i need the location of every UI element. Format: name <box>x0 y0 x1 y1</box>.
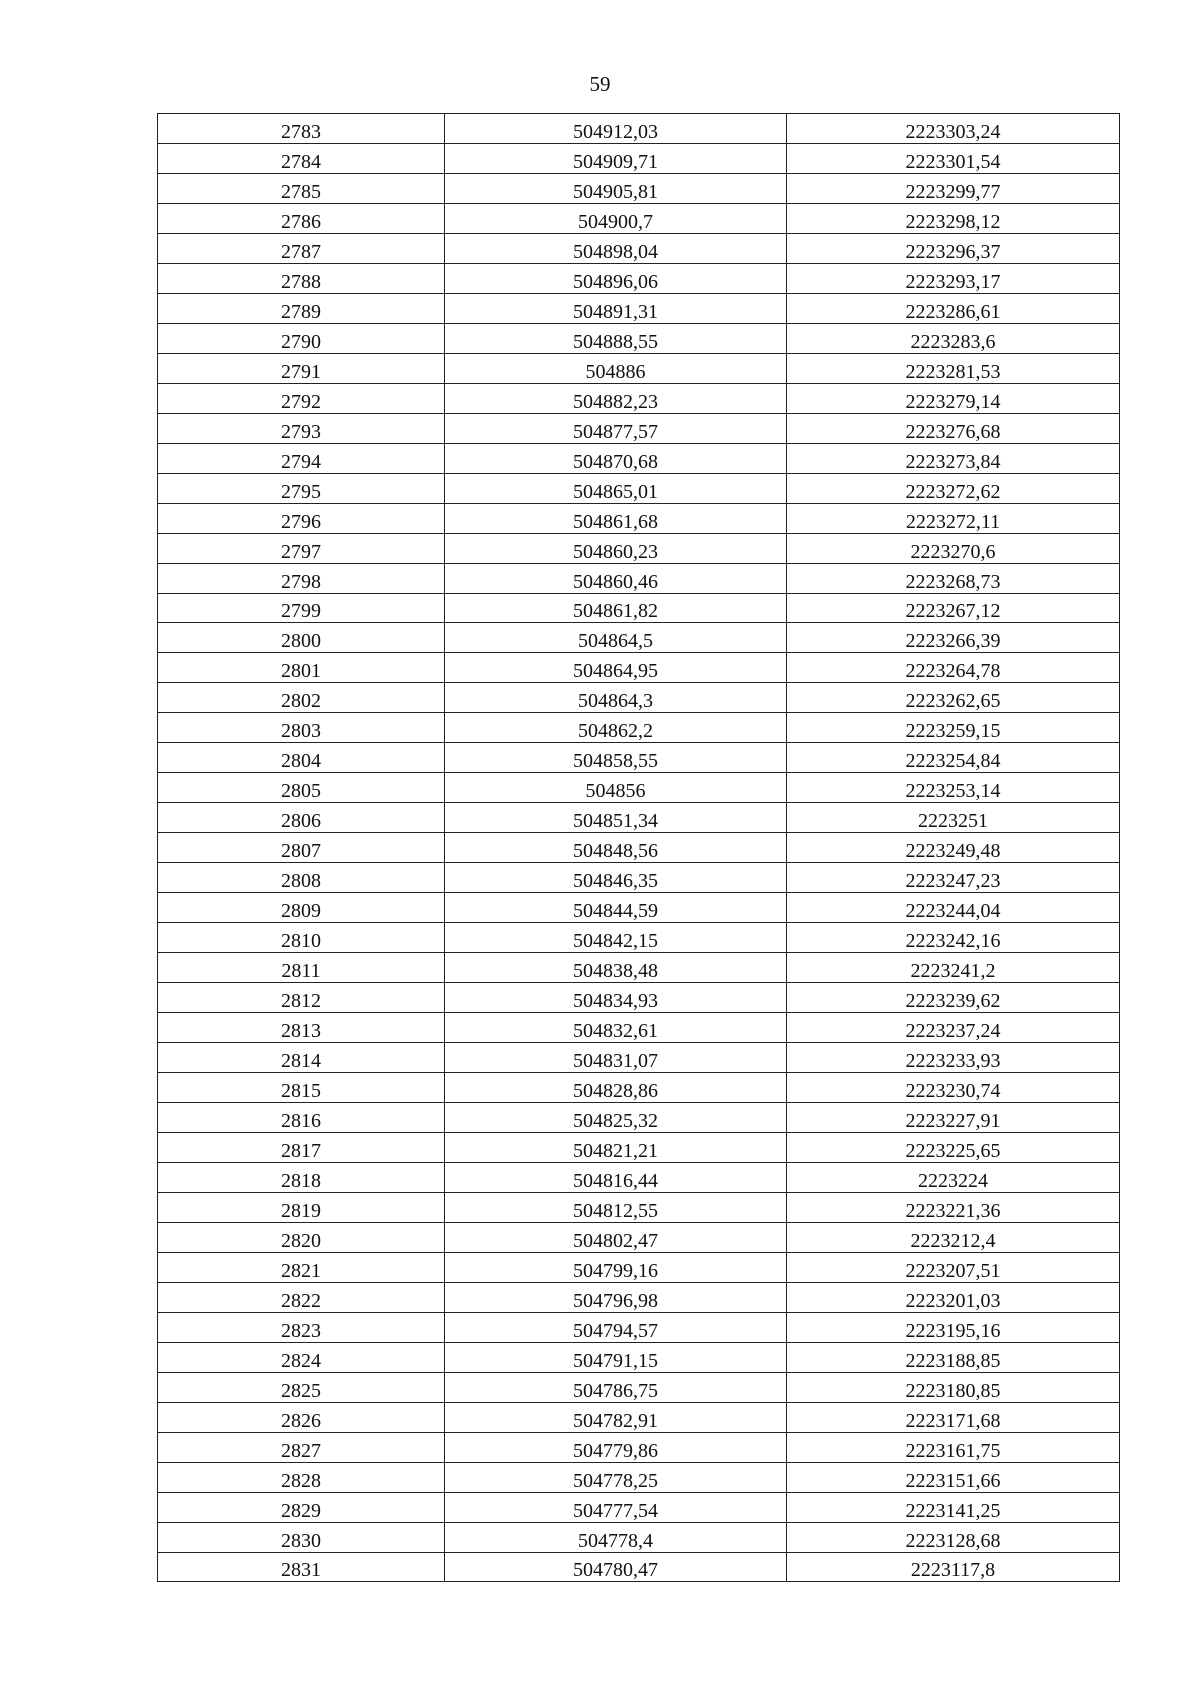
point-number-cell: 2786 <box>158 203 445 233</box>
x-coordinate-cell: 504831,07 <box>445 1043 787 1073</box>
table-row <box>158 1462 1120 1492</box>
x-coordinate-cell: 504888,55 <box>445 323 787 353</box>
x-coordinate-cell: 504912,03 <box>445 114 787 144</box>
table-row <box>158 923 1120 953</box>
point-number-cell: 2792 <box>158 383 445 413</box>
y-coordinate-cell: 2223268,73 <box>787 563 1120 593</box>
x-coordinate-cell: 504862,2 <box>445 713 787 743</box>
y-coordinate-cell: 2223247,23 <box>787 863 1120 893</box>
y-coordinate-cell: 2223273,84 <box>787 443 1120 473</box>
x-coordinate-cell: 504860,23 <box>445 533 787 563</box>
point-number-cell: 2818 <box>158 1162 445 1192</box>
table-row <box>158 1013 1120 1043</box>
x-coordinate-cell: 504796,98 <box>445 1282 787 1312</box>
point-number-cell: 2793 <box>158 413 445 443</box>
table-row <box>158 233 1120 263</box>
table-row <box>158 803 1120 833</box>
y-coordinate-cell: 2223283,6 <box>787 323 1120 353</box>
y-coordinate-cell: 2223180,85 <box>787 1372 1120 1402</box>
table-row <box>158 173 1120 203</box>
point-number-cell: 2812 <box>158 983 445 1013</box>
x-coordinate-cell: 504861,82 <box>445 593 787 623</box>
point-number-cell: 2814 <box>158 1043 445 1073</box>
table-row <box>158 1043 1120 1073</box>
table-row <box>158 953 1120 983</box>
coordinates-table <box>157 113 1120 1582</box>
x-coordinate-cell: 504896,06 <box>445 263 787 293</box>
x-coordinate-cell: 504864,3 <box>445 683 787 713</box>
x-coordinate-cell: 504832,61 <box>445 1013 787 1043</box>
x-coordinate-cell: 504864,5 <box>445 623 787 653</box>
y-coordinate-cell: 2223276,68 <box>787 413 1120 443</box>
table-row <box>158 983 1120 1013</box>
x-coordinate-cell: 504858,55 <box>445 743 787 773</box>
table-row <box>158 893 1120 923</box>
point-number-cell: 2815 <box>158 1073 445 1103</box>
point-number-cell: 2831 <box>158 1552 445 1582</box>
point-number-cell: 2802 <box>158 683 445 713</box>
y-coordinate-cell: 2223151,66 <box>787 1462 1120 1492</box>
page-number: 59 <box>589 72 611 96</box>
x-coordinate-cell: 504905,81 <box>445 173 787 203</box>
x-coordinate-cell: 504778,25 <box>445 1462 787 1492</box>
point-number-cell: 2805 <box>158 773 445 803</box>
table-row <box>158 1252 1120 1282</box>
table-row <box>158 1132 1120 1162</box>
point-number-cell: 2787 <box>158 233 445 263</box>
table-row <box>158 443 1120 473</box>
point-number-cell: 2819 <box>158 1192 445 1222</box>
point-number-cell: 2799 <box>158 593 445 623</box>
x-coordinate-cell: 504882,23 <box>445 383 787 413</box>
x-coordinate-cell: 504842,15 <box>445 923 787 953</box>
y-coordinate-cell: 2223230,74 <box>787 1073 1120 1103</box>
table-row <box>158 1073 1120 1103</box>
y-coordinate-cell: 2223272,62 <box>787 473 1120 503</box>
y-coordinate-cell: 2223249,48 <box>787 833 1120 863</box>
y-coordinate-cell: 2223207,51 <box>787 1252 1120 1282</box>
table-row <box>158 1282 1120 1312</box>
y-coordinate-cell: 2223266,39 <box>787 623 1120 653</box>
y-coordinate-cell: 2223239,62 <box>787 983 1120 1013</box>
table-row <box>158 773 1120 803</box>
point-number-cell: 2810 <box>158 923 445 953</box>
point-number-cell: 2829 <box>158 1492 445 1522</box>
y-coordinate-cell: 2223281,53 <box>787 353 1120 383</box>
table-row <box>158 323 1120 353</box>
point-number-cell: 2825 <box>158 1372 445 1402</box>
y-coordinate-cell: 2223242,16 <box>787 923 1120 953</box>
table-row <box>158 353 1120 383</box>
x-coordinate-cell: 504786,75 <box>445 1372 787 1402</box>
table-row <box>158 1522 1120 1552</box>
y-coordinate-cell: 2223301,54 <box>787 143 1120 173</box>
y-coordinate-cell: 2223212,4 <box>787 1222 1120 1252</box>
table-row <box>158 833 1120 863</box>
point-number-cell: 2794 <box>158 443 445 473</box>
x-coordinate-cell: 504834,93 <box>445 983 787 1013</box>
point-number-cell: 2808 <box>158 863 445 893</box>
x-coordinate-cell: 504891,31 <box>445 293 787 323</box>
x-coordinate-cell: 504877,57 <box>445 413 787 443</box>
y-coordinate-cell: 2223244,04 <box>787 893 1120 923</box>
y-coordinate-cell: 2223224 <box>787 1162 1120 1192</box>
coordinates-table-body <box>158 114 1120 1582</box>
table-row <box>158 653 1120 683</box>
table-row <box>158 1552 1120 1582</box>
point-number-cell: 2798 <box>158 563 445 593</box>
point-number-cell: 2807 <box>158 833 445 863</box>
table-row <box>158 383 1120 413</box>
y-coordinate-cell: 2223293,17 <box>787 263 1120 293</box>
table-row <box>158 263 1120 293</box>
point-number-cell: 2806 <box>158 803 445 833</box>
x-coordinate-cell: 504778,4 <box>445 1522 787 1552</box>
x-coordinate-cell: 504848,56 <box>445 833 787 863</box>
y-coordinate-cell: 2223171,68 <box>787 1402 1120 1432</box>
x-coordinate-cell: 504825,32 <box>445 1102 787 1132</box>
x-coordinate-cell: 504838,48 <box>445 953 787 983</box>
point-number-cell: 2821 <box>158 1252 445 1282</box>
x-coordinate-cell: 504777,54 <box>445 1492 787 1522</box>
table-row <box>158 114 1120 144</box>
y-coordinate-cell: 2223195,16 <box>787 1312 1120 1342</box>
point-number-cell: 2813 <box>158 1013 445 1043</box>
y-coordinate-cell: 2223262,65 <box>787 683 1120 713</box>
table-row <box>158 1342 1120 1372</box>
point-number-cell: 2790 <box>158 323 445 353</box>
y-coordinate-cell: 2223221,36 <box>787 1192 1120 1222</box>
point-number-cell: 2801 <box>158 653 445 683</box>
table-row <box>158 863 1120 893</box>
table-row <box>158 1372 1120 1402</box>
point-number-cell: 2828 <box>158 1462 445 1492</box>
point-number-cell: 2797 <box>158 533 445 563</box>
point-number-cell: 2826 <box>158 1402 445 1432</box>
point-number-cell: 2830 <box>158 1522 445 1552</box>
point-number-cell: 2822 <box>158 1282 445 1312</box>
x-coordinate-cell: 504898,04 <box>445 233 787 263</box>
x-coordinate-cell: 504909,71 <box>445 143 787 173</box>
y-coordinate-cell: 2223272,11 <box>787 503 1120 533</box>
point-number-cell: 2827 <box>158 1432 445 1462</box>
table-row <box>158 593 1120 623</box>
y-coordinate-cell: 2223286,61 <box>787 293 1120 323</box>
x-coordinate-cell: 504802,47 <box>445 1222 787 1252</box>
point-number-cell: 2803 <box>158 713 445 743</box>
y-coordinate-cell: 2223298,12 <box>787 203 1120 233</box>
x-coordinate-cell: 504844,59 <box>445 893 787 923</box>
y-coordinate-cell: 2223267,12 <box>787 593 1120 623</box>
table-row <box>158 1312 1120 1342</box>
x-coordinate-cell: 504900,7 <box>445 203 787 233</box>
point-number-cell: 2784 <box>158 143 445 173</box>
point-number-cell: 2796 <box>158 503 445 533</box>
point-number-cell: 2816 <box>158 1102 445 1132</box>
table-row <box>158 413 1120 443</box>
point-number-cell: 2783 <box>158 114 445 144</box>
x-coordinate-cell: 504794,57 <box>445 1312 787 1342</box>
x-coordinate-cell: 504851,34 <box>445 803 787 833</box>
x-coordinate-cell: 504828,86 <box>445 1073 787 1103</box>
y-coordinate-cell: 2223237,24 <box>787 1013 1120 1043</box>
table-row <box>158 1192 1120 1222</box>
y-coordinate-cell: 2223241,2 <box>787 953 1120 983</box>
x-coordinate-cell: 504856 <box>445 773 787 803</box>
y-coordinate-cell: 2223279,14 <box>787 383 1120 413</box>
table-row <box>158 1102 1120 1132</box>
y-coordinate-cell: 2223161,75 <box>787 1432 1120 1462</box>
y-coordinate-cell: 2223233,93 <box>787 1043 1120 1073</box>
y-coordinate-cell: 2223227,91 <box>787 1102 1120 1132</box>
x-coordinate-cell: 504791,15 <box>445 1342 787 1372</box>
y-coordinate-cell: 2223303,24 <box>787 114 1120 144</box>
x-coordinate-cell: 504779,86 <box>445 1432 787 1462</box>
x-coordinate-cell: 504886 <box>445 353 787 383</box>
table-row <box>158 743 1120 773</box>
y-coordinate-cell: 2223264,78 <box>787 653 1120 683</box>
x-coordinate-cell: 504870,68 <box>445 443 787 473</box>
table-row <box>158 1432 1120 1462</box>
y-coordinate-cell: 2223225,65 <box>787 1132 1120 1162</box>
point-number-cell: 2811 <box>158 953 445 983</box>
point-number-cell: 2788 <box>158 263 445 293</box>
x-coordinate-cell: 504865,01 <box>445 473 787 503</box>
y-coordinate-cell: 2223253,14 <box>787 773 1120 803</box>
y-coordinate-cell: 2223141,25 <box>787 1492 1120 1522</box>
point-number-cell: 2809 <box>158 893 445 923</box>
point-number-cell: 2817 <box>158 1132 445 1162</box>
table-row <box>158 623 1120 653</box>
y-coordinate-cell: 2223259,15 <box>787 713 1120 743</box>
point-number-cell: 2800 <box>158 623 445 653</box>
table-row <box>158 1492 1120 1522</box>
point-number-cell: 2789 <box>158 293 445 323</box>
point-number-cell: 2791 <box>158 353 445 383</box>
point-number-cell: 2804 <box>158 743 445 773</box>
y-coordinate-cell: 2223251 <box>787 803 1120 833</box>
x-coordinate-cell: 504799,16 <box>445 1252 787 1282</box>
x-coordinate-cell: 504861,68 <box>445 503 787 533</box>
table-row <box>158 203 1120 233</box>
x-coordinate-cell: 504864,95 <box>445 653 787 683</box>
point-number-cell: 2824 <box>158 1342 445 1372</box>
y-coordinate-cell: 2223128,68 <box>787 1522 1120 1552</box>
x-coordinate-cell: 504821,21 <box>445 1132 787 1162</box>
y-coordinate-cell: 2223254,84 <box>787 743 1120 773</box>
table-row <box>158 533 1120 563</box>
point-number-cell: 2823 <box>158 1312 445 1342</box>
table-row <box>158 713 1120 743</box>
table-row <box>158 1402 1120 1432</box>
x-coordinate-cell: 504816,44 <box>445 1162 787 1192</box>
point-number-cell: 2785 <box>158 173 445 203</box>
table-row <box>158 1222 1120 1252</box>
x-coordinate-cell: 504782,91 <box>445 1402 787 1432</box>
table-row <box>158 293 1120 323</box>
table-row <box>158 473 1120 503</box>
x-coordinate-cell: 504846,35 <box>445 863 787 893</box>
y-coordinate-cell: 2223270,6 <box>787 533 1120 563</box>
y-coordinate-cell: 2223188,85 <box>787 1342 1120 1372</box>
table-row <box>158 143 1120 173</box>
y-coordinate-cell: 2223299,77 <box>787 173 1120 203</box>
table-row <box>158 683 1120 713</box>
y-coordinate-cell: 2223201,03 <box>787 1282 1120 1312</box>
y-coordinate-cell: 2223296,37 <box>787 233 1120 263</box>
x-coordinate-cell: 504860,46 <box>445 563 787 593</box>
point-number-cell: 2795 <box>158 473 445 503</box>
x-coordinate-cell: 504812,55 <box>445 1192 787 1222</box>
table-row <box>158 503 1120 533</box>
table-row <box>158 563 1120 593</box>
point-number-cell: 2820 <box>158 1222 445 1252</box>
y-coordinate-cell: 2223117,8 <box>787 1552 1120 1582</box>
x-coordinate-cell: 504780,47 <box>445 1552 787 1582</box>
table-row <box>158 1162 1120 1192</box>
